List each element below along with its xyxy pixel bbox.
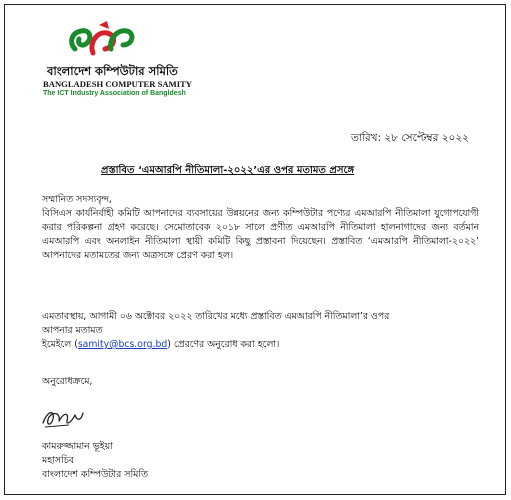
signature-block — [42, 440, 148, 482]
paragraph-2-line-3 — [42, 338, 479, 352]
bcs-logo — [63, 19, 143, 63]
letter-frame — [4, 4, 506, 495]
salutation: সম্মানিত সদস্যবৃন্দ, — [42, 194, 112, 205]
body-paragraph-2 — [42, 310, 479, 352]
email-suffix: ) প্রেরণের অনুরোধ করা হলো। — [167, 339, 280, 350]
letter-date: তারিখ: ২৮ সেপ্টেম্বর ২০২২ — [350, 132, 469, 144]
paragraph-2-line-1: এমতাবস্থায়, আগামী ০৬ অক্টোবর ২০২২ তারিখের মধ্যে প্রস্তাবিত এমআরপি নীতিমালা’র ওপর — [42, 311, 390, 322]
email-prefix: ইমেইলে ( — [42, 339, 78, 350]
signatory-name: কামরুজ্জামান ভূইয়া — [42, 441, 113, 452]
signatory-title: মহাসচিব — [42, 455, 75, 466]
email-link[interactable]: samity@bcs.org.bd — [77, 339, 168, 350]
paragraph-2-line-2: আপনার মতামত — [42, 325, 103, 336]
org-name-english: BANGLADESH COMPUTER SAMITY — [43, 79, 192, 89]
handwritten-signature — [39, 403, 87, 431]
signatory-organization: বাংলাদেশ কম্পিউটার সমিতি — [42, 469, 149, 480]
org-tagline: The ICT Industry Association of Bangldesh — [43, 90, 186, 97]
closing: অনুরোধক্রমে, — [42, 376, 93, 387]
body-paragraph-1: বিসিএস কার্যনির্বাহী কমিটি আপনাদের ব্যবসায়ের উন্নয়নের জন্য কম্পিউটার পণ্যের এমআরপি নীতিমালা যুগোপযোগী করার পরিকল্পনা গ্রহণ করেছে। সেমোতাবেক ২০১৮ সালে প্রণীত এমআরপি নীতিমালা হালনাগাদের জন্য বর্তমান এমআরপি এবং অনলাইন নীতিমালা স্থায়ী কমিটি কিছু প্রস্তাবনা দিয়েছেন। প্রস্তাবিত ‘এমআরপি নীতিমালা-২০২২’ আপনাদের মতামতের জন্য অত্রসঙ্গে প্রেরণ করা হল। — [42, 208, 479, 261]
letter-subject: প্রস্তাবিত ‘এমআরপি নীতিমালা-২০২২’এর ওপর মতামত প্রসঙ্গে — [101, 165, 355, 176]
org-name-bangla: বাংলাদেশ কম্পিউটার সমিতি — [47, 64, 178, 78]
